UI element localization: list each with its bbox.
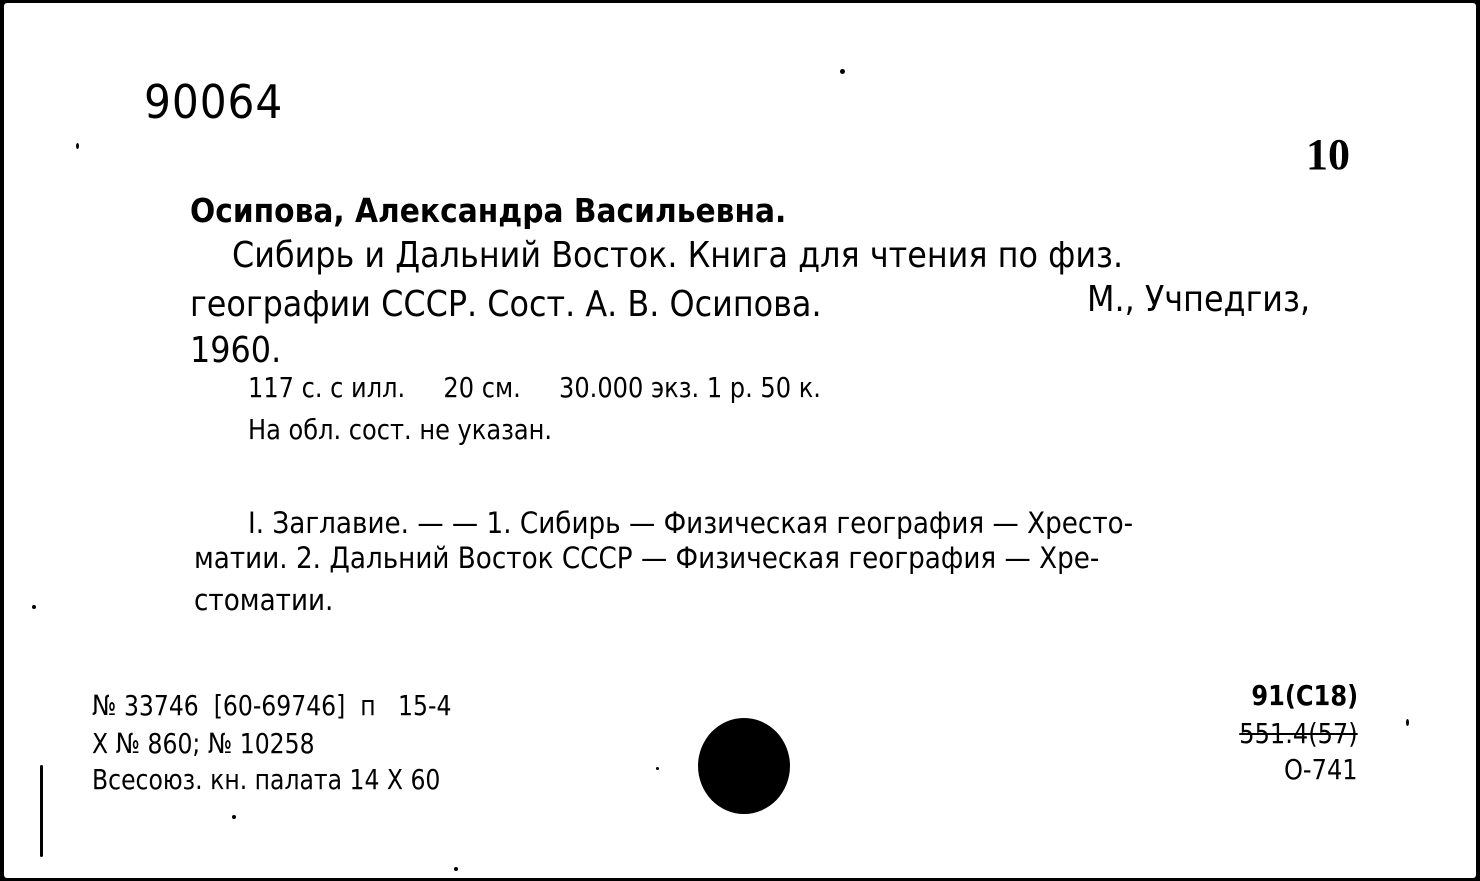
catalog-card (4, 3, 1476, 878)
ink-speck (454, 867, 458, 871)
ink-speck (32, 605, 36, 609)
ink-speck (1406, 719, 1409, 726)
physical-description: 117 с. с илл. 20 см. 30.000 экз. 1 р. 50 к. (248, 371, 821, 404)
ink-speck (76, 143, 79, 149)
ink-speck (656, 767, 659, 770)
subject-headings-line-2: матии. 2. Дальний Восток СССР — Физическая география — Хре- (194, 541, 1100, 575)
title-line-1: Сибирь и Дальний Восток. Книга для чтения по физ. (232, 235, 1124, 276)
ink-speck (232, 815, 236, 819)
card-number: 10 (1306, 130, 1350, 179)
author-mark: О-741 (1284, 753, 1358, 786)
record-number-line: № 33746 [60-69746] п 15-4 (92, 689, 452, 722)
classification-code-struck: 551.4(57) (1239, 717, 1358, 750)
subject-headings-line-3: стоматии. (194, 583, 334, 617)
publisher: М., Учпедгиз, (1087, 279, 1311, 320)
margin-pencil-mark (40, 765, 43, 857)
handwritten-accession-number: 90064 (144, 75, 284, 129)
punch-hole (698, 718, 790, 814)
chamber-imprint-line: Всесоюз. кн. палата 14 Х 60 (92, 763, 441, 796)
ink-speck (840, 69, 845, 74)
classification-code-primary: 91(С18) (1251, 679, 1358, 712)
subject-headings-line-1: I. Заглавие. — — 1. Сибирь — Физическая география — Хресто- (248, 506, 1134, 540)
record-reference-line: Х № 860; № 10258 (92, 727, 315, 760)
title-line-2: географии СССР. Сост. А. В. Осипова. (190, 284, 822, 325)
cover-note: На обл. сост. не указан. (248, 413, 553, 446)
publication-year: 1960. (190, 330, 282, 371)
author-heading: Осипова, Александра Васильевна. (190, 191, 787, 230)
